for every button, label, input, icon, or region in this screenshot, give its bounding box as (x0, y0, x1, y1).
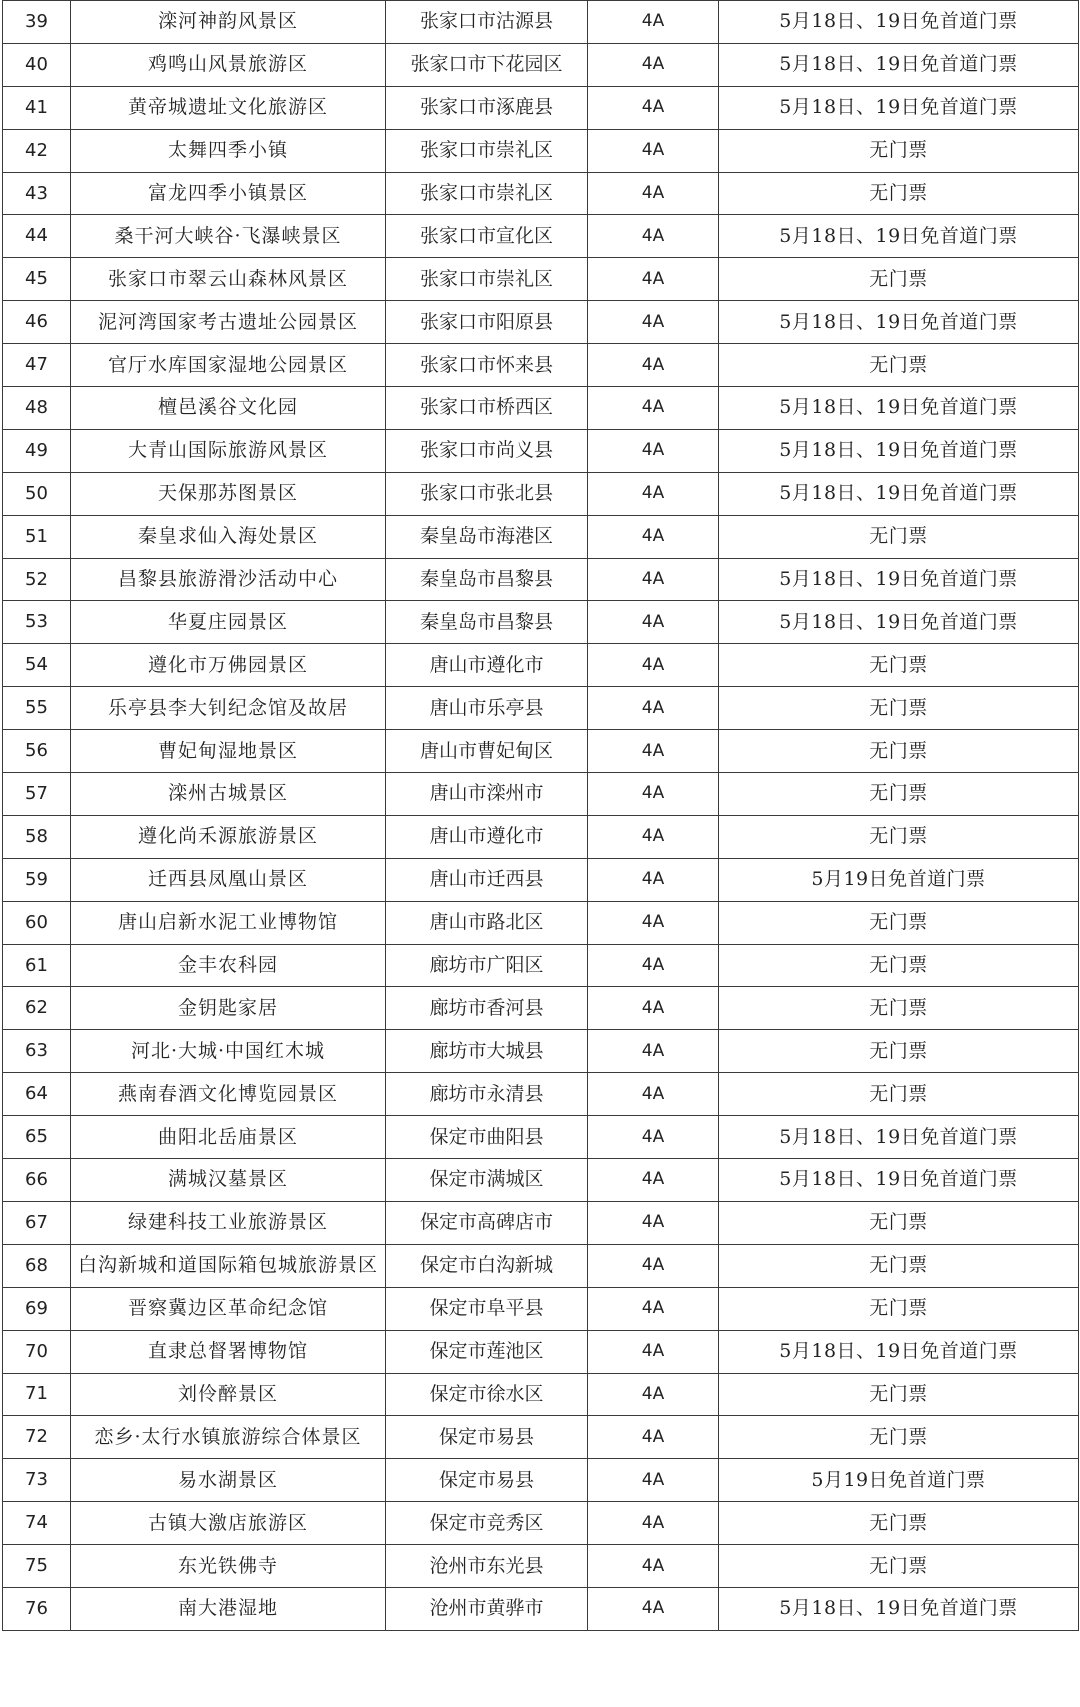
scenic-spot-location: 廊坊市大城县 (386, 1030, 588, 1073)
scenic-spot-location: 保定市高碑店市 (386, 1201, 588, 1244)
scenic-spot-location: 张家口市宣化区 (386, 215, 588, 258)
scenic-spot-name: 大青山国际旅游风景区 (71, 429, 386, 472)
scenic-spot-level: 4A (588, 129, 719, 172)
scenic-spot-name: 太舞四季小镇 (71, 129, 386, 172)
ticket-policy: 5月18日、19日免首道门票 (719, 472, 1079, 515)
ticket-policy: 无门票 (719, 344, 1079, 387)
table-row (3, 1, 1079, 44)
scenic-spot-level: 4A (588, 344, 719, 387)
table-row (3, 730, 1079, 773)
scenic-spot-location: 保定市易县 (386, 1459, 588, 1502)
table-row (3, 301, 1079, 344)
ticket-policy: 5月19日免首道门票 (719, 1459, 1079, 1502)
ticket-policy: 无门票 (719, 815, 1079, 858)
scenic-spot-level: 4A (588, 1073, 719, 1116)
scenic-spot-name: 恋乡·太行水镇旅游综合体景区 (71, 1416, 386, 1459)
scenic-spot-name: 晋察冀边区革命纪念馆 (71, 1287, 386, 1330)
scenic-spot-level: 4A (588, 387, 719, 430)
scenic-spot-name: 滦州古城景区 (71, 773, 386, 816)
row-number: 66 (3, 1159, 71, 1202)
table-row (3, 687, 1079, 730)
scenic-spot-level: 4A (588, 1030, 719, 1073)
scenic-spot-location: 保定市莲池区 (386, 1330, 588, 1373)
table-row (3, 1159, 1079, 1202)
scenic-spot-level: 4A (588, 1502, 719, 1545)
ticket-policy: 无门票 (719, 1287, 1079, 1330)
scenic-spot-location: 廊坊市永清县 (386, 1073, 588, 1116)
table-row (3, 387, 1079, 430)
row-number: 47 (3, 344, 71, 387)
row-number: 51 (3, 515, 71, 558)
table-row (3, 773, 1079, 816)
scenic-spot-level: 4A (588, 43, 719, 86)
scenic-spot-name: 檀邑溪谷文化园 (71, 387, 386, 430)
ticket-policy: 无门票 (719, 944, 1079, 987)
table-row (3, 515, 1079, 558)
scenic-spot-level: 4A (588, 858, 719, 901)
scenic-spot-level: 4A (588, 1159, 719, 1202)
table-row (3, 1201, 1079, 1244)
scenic-spot-location: 张家口市阳原县 (386, 301, 588, 344)
table-row (3, 86, 1079, 129)
scenic-spot-location: 张家口市崇礼区 (386, 258, 588, 301)
scenic-spot-level: 4A (588, 1416, 719, 1459)
scenic-spot-name: 曹妃甸湿地景区 (71, 730, 386, 773)
table-row (3, 644, 1079, 687)
scenic-spot-location: 张家口市下花园区 (386, 43, 588, 86)
scenic-spot-name: 官厅水库国家湿地公园景区 (71, 344, 386, 387)
table-row (3, 1073, 1079, 1116)
scenic-spot-level: 4A (588, 944, 719, 987)
scenic-spot-name: 刘伶醉景区 (71, 1373, 386, 1416)
ticket-policy: 5月18日、19日免首道门票 (719, 429, 1079, 472)
scenic-spot-location: 秦皇岛市昌黎县 (386, 601, 588, 644)
scenic-spot-location: 张家口市崇礼区 (386, 129, 588, 172)
row-number: 53 (3, 601, 71, 644)
scenic-spot-location: 唐山市曹妃甸区 (386, 730, 588, 773)
row-number: 72 (3, 1416, 71, 1459)
row-number: 54 (3, 644, 71, 687)
table-row (3, 987, 1079, 1030)
ticket-policy: 5月18日、19日免首道门票 (719, 387, 1079, 430)
scenic-spot-location: 张家口市崇礼区 (386, 172, 588, 215)
scenic-spot-location: 沧州市黄骅市 (386, 1587, 588, 1630)
scenic-spot-level: 4A (588, 1287, 719, 1330)
row-number: 40 (3, 43, 71, 86)
scenic-spot-location: 秦皇岛市昌黎县 (386, 558, 588, 601)
scenic-spot-location: 唐山市迁西县 (386, 858, 588, 901)
scenic-spot-location: 廊坊市广阳区 (386, 944, 588, 987)
scenic-spot-name: 天保那苏图景区 (71, 472, 386, 515)
ticket-policy: 5月18日、19日免首道门票 (719, 1, 1079, 44)
ticket-policy: 5月18日、19日免首道门票 (719, 43, 1079, 86)
table-row (3, 1330, 1079, 1373)
scenic-spot-location: 保定市满城区 (386, 1159, 588, 1202)
scenic-spot-name: 乐亭县李大钊纪念馆及故居 (71, 687, 386, 730)
ticket-policy: 无门票 (719, 129, 1079, 172)
scenic-spot-location: 张家口市怀来县 (386, 344, 588, 387)
scenic-spot-name: 遵化尚禾源旅游景区 (71, 815, 386, 858)
table-row (3, 1459, 1079, 1502)
row-number: 69 (3, 1287, 71, 1330)
scenic-spot-location: 保定市阜平县 (386, 1287, 588, 1330)
table-row (3, 1545, 1079, 1588)
ticket-policy: 无门票 (719, 1373, 1079, 1416)
ticket-policy: 无门票 (719, 1545, 1079, 1588)
scenic-spot-name: 金丰农科园 (71, 944, 386, 987)
scenic-spot-level: 4A (588, 515, 719, 558)
ticket-policy: 无门票 (719, 1073, 1079, 1116)
scenic-spot-name: 华夏庄园景区 (71, 601, 386, 644)
row-number: 48 (3, 387, 71, 430)
ticket-policy: 无门票 (719, 258, 1079, 301)
ticket-policy: 5月18日、19日免首道门票 (719, 301, 1079, 344)
row-number: 73 (3, 1459, 71, 1502)
scenic-spot-location: 保定市曲阳县 (386, 1116, 588, 1159)
scenic-spot-name: 南大港湿地 (71, 1587, 386, 1630)
scenic-spot-level: 4A (588, 1201, 719, 1244)
ticket-policy: 5月18日、19日免首道门票 (719, 1116, 1079, 1159)
scenic-spot-level: 4A (588, 1545, 719, 1588)
ticket-policy: 无门票 (719, 1416, 1079, 1459)
table-row (3, 1244, 1079, 1287)
ticket-policy: 无门票 (719, 1244, 1079, 1287)
scenic-spot-location: 张家口市沽源县 (386, 1, 588, 44)
table-row (3, 129, 1079, 172)
ticket-policy: 5月18日、19日免首道门票 (719, 86, 1079, 129)
scenic-spot-name: 河北·大城·中国红木城 (71, 1030, 386, 1073)
scenic-spot-level: 4A (588, 1, 719, 44)
scenic-spot-name: 滦河神韵风景区 (71, 1, 386, 44)
scenic-spot-location: 唐山市遵化市 (386, 815, 588, 858)
ticket-policy: 5月19日免首道门票 (719, 858, 1079, 901)
ticket-policy: 无门票 (719, 1502, 1079, 1545)
row-number: 55 (3, 687, 71, 730)
row-number: 39 (3, 1, 71, 44)
scenic-spot-location: 保定市徐水区 (386, 1373, 588, 1416)
scenic-spot-name: 金钥匙家居 (71, 987, 386, 1030)
row-number: 56 (3, 730, 71, 773)
scenic-spot-name: 易水湖景区 (71, 1459, 386, 1502)
table-row (3, 901, 1079, 944)
scenic-spot-name: 唐山启新水泥工业博物馆 (71, 901, 386, 944)
scenic-spot-name: 桑干河大峡谷·飞瀑峡景区 (71, 215, 386, 258)
row-number: 46 (3, 301, 71, 344)
scenic-spot-level: 4A (588, 172, 719, 215)
row-number: 65 (3, 1116, 71, 1159)
scenic-spot-level: 4A (588, 773, 719, 816)
ticket-policy: 5月18日、19日免首道门票 (719, 1159, 1079, 1202)
scenic-spot-level: 4A (588, 1459, 719, 1502)
row-number: 63 (3, 1030, 71, 1073)
table-row (3, 172, 1079, 215)
table-row (3, 858, 1079, 901)
row-number: 75 (3, 1545, 71, 1588)
scenic-spot-level: 4A (588, 901, 719, 944)
scenic-spot-location: 唐山市路北区 (386, 901, 588, 944)
ticket-policy: 无门票 (719, 644, 1079, 687)
scenic-spot-level: 4A (588, 1587, 719, 1630)
scenic-spot-location: 唐山市乐亭县 (386, 687, 588, 730)
scenic-spot-level: 4A (588, 1373, 719, 1416)
scenic-spot-location: 廊坊市香河县 (386, 987, 588, 1030)
row-number: 60 (3, 901, 71, 944)
ticket-policy: 无门票 (719, 773, 1079, 816)
table-row (3, 1502, 1079, 1545)
scenic-spot-location: 保定市易县 (386, 1416, 588, 1459)
table-row (3, 815, 1079, 858)
row-number: 62 (3, 987, 71, 1030)
table-row (3, 601, 1079, 644)
scenic-spot-location: 张家口市涿鹿县 (386, 86, 588, 129)
ticket-policy: 5月18日、19日免首道门票 (719, 558, 1079, 601)
scenic-spot-location: 保定市竞秀区 (386, 1502, 588, 1545)
scenic-spot-level: 4A (588, 1330, 719, 1373)
row-number: 67 (3, 1201, 71, 1244)
ticket-policy: 5月18日、19日免首道门票 (719, 1330, 1079, 1373)
scenic-spot-level: 4A (588, 215, 719, 258)
row-number: 64 (3, 1073, 71, 1116)
table-row (3, 944, 1079, 987)
scenic-spot-name: 昌黎县旅游滑沙活动中心 (71, 558, 386, 601)
scenic-spot-level: 4A (588, 730, 719, 773)
scenic-spot-level: 4A (588, 301, 719, 344)
scenic-spot-level: 4A (588, 1244, 719, 1287)
scenic-spot-location: 张家口市桥西区 (386, 387, 588, 430)
scenic-spot-name: 满城汉墓景区 (71, 1159, 386, 1202)
ticket-policy: 无门票 (719, 987, 1079, 1030)
table-row (3, 344, 1079, 387)
table-row (3, 1587, 1079, 1630)
row-number: 57 (3, 773, 71, 816)
scenic-spot-level: 4A (588, 258, 719, 301)
table-row (3, 1416, 1079, 1459)
scenic-spot-location: 唐山市滦州市 (386, 773, 588, 816)
row-number: 71 (3, 1373, 71, 1416)
table-row (3, 1116, 1079, 1159)
table-row (3, 258, 1079, 301)
scenic-spot-location: 保定市白沟新城 (386, 1244, 588, 1287)
row-number: 52 (3, 558, 71, 601)
row-number: 49 (3, 429, 71, 472)
row-number: 58 (3, 815, 71, 858)
row-number: 45 (3, 258, 71, 301)
row-number: 43 (3, 172, 71, 215)
scenic-spot-location: 秦皇岛市海港区 (386, 515, 588, 558)
scenic-spot-name: 燕南春酒文化博览园景区 (71, 1073, 386, 1116)
scenic-spot-location: 张家口市尚义县 (386, 429, 588, 472)
row-number: 61 (3, 944, 71, 987)
scenic-spot-name: 鸡鸣山风景旅游区 (71, 43, 386, 86)
row-number: 41 (3, 86, 71, 129)
table-body (3, 1, 1079, 1631)
ticket-policy: 5月18日、19日免首道门票 (719, 1587, 1079, 1630)
scenic-spot-level: 4A (588, 601, 719, 644)
scenic-spot-name: 秦皇求仙入海处景区 (71, 515, 386, 558)
scenic-spot-level: 4A (588, 815, 719, 858)
scenic-spot-level: 4A (588, 1116, 719, 1159)
table-row (3, 429, 1079, 472)
scenic-spot-name: 张家口市翠云山森林风景区 (71, 258, 386, 301)
ticket-policy: 无门票 (719, 730, 1079, 773)
ticket-policy: 无门票 (719, 687, 1079, 730)
table-row (3, 43, 1079, 86)
ticket-policy: 无门票 (719, 172, 1079, 215)
table-row (3, 215, 1079, 258)
scenic-spot-name: 曲阳北岳庙景区 (71, 1116, 386, 1159)
scenic-spot-location: 张家口市张北县 (386, 472, 588, 515)
scenic-spot-name: 黄帝城遗址文化旅游区 (71, 86, 386, 129)
row-number: 74 (3, 1502, 71, 1545)
scenic-spot-level: 4A (588, 687, 719, 730)
ticket-policy: 5月18日、19日免首道门票 (719, 601, 1079, 644)
row-number: 59 (3, 858, 71, 901)
table-row (3, 472, 1079, 515)
ticket-policy: 无门票 (719, 1030, 1079, 1073)
scenic-spot-table (2, 0, 1079, 1631)
table-row (3, 1373, 1079, 1416)
ticket-policy: 无门票 (719, 1201, 1079, 1244)
scenic-spot-location: 沧州市东光县 (386, 1545, 588, 1588)
scenic-spot-name: 泥河湾国家考古遗址公园景区 (71, 301, 386, 344)
scenic-spot-level: 4A (588, 472, 719, 515)
scenic-spot-name: 直隶总督署博物馆 (71, 1330, 386, 1373)
scenic-spot-level: 4A (588, 429, 719, 472)
row-number: 68 (3, 1244, 71, 1287)
scenic-spot-level: 4A (588, 86, 719, 129)
scenic-spot-name: 迁西县凤凰山景区 (71, 858, 386, 901)
scenic-spot-level: 4A (588, 987, 719, 1030)
scenic-spot-level: 4A (588, 644, 719, 687)
scenic-spot-name: 绿建科技工业旅游景区 (71, 1201, 386, 1244)
scenic-spot-location: 唐山市遵化市 (386, 644, 588, 687)
ticket-policy: 无门票 (719, 515, 1079, 558)
scenic-spot-level: 4A (588, 558, 719, 601)
ticket-policy: 5月18日、19日免首道门票 (719, 215, 1079, 258)
scenic-spot-name: 古镇大激店旅游区 (71, 1502, 386, 1545)
table-row (3, 1030, 1079, 1073)
ticket-policy: 无门票 (719, 901, 1079, 944)
row-number: 70 (3, 1330, 71, 1373)
table-row (3, 1287, 1079, 1330)
table-row (3, 558, 1079, 601)
scenic-spot-name: 东光铁佛寺 (71, 1545, 386, 1588)
scenic-spot-name: 遵化市万佛园景区 (71, 644, 386, 687)
row-number: 50 (3, 472, 71, 515)
scenic-spot-name: 富龙四季小镇景区 (71, 172, 386, 215)
row-number: 44 (3, 215, 71, 258)
row-number: 76 (3, 1587, 71, 1630)
scenic-spot-name: 白沟新城和道国际箱包城旅游景区 (71, 1244, 386, 1287)
row-number: 42 (3, 129, 71, 172)
